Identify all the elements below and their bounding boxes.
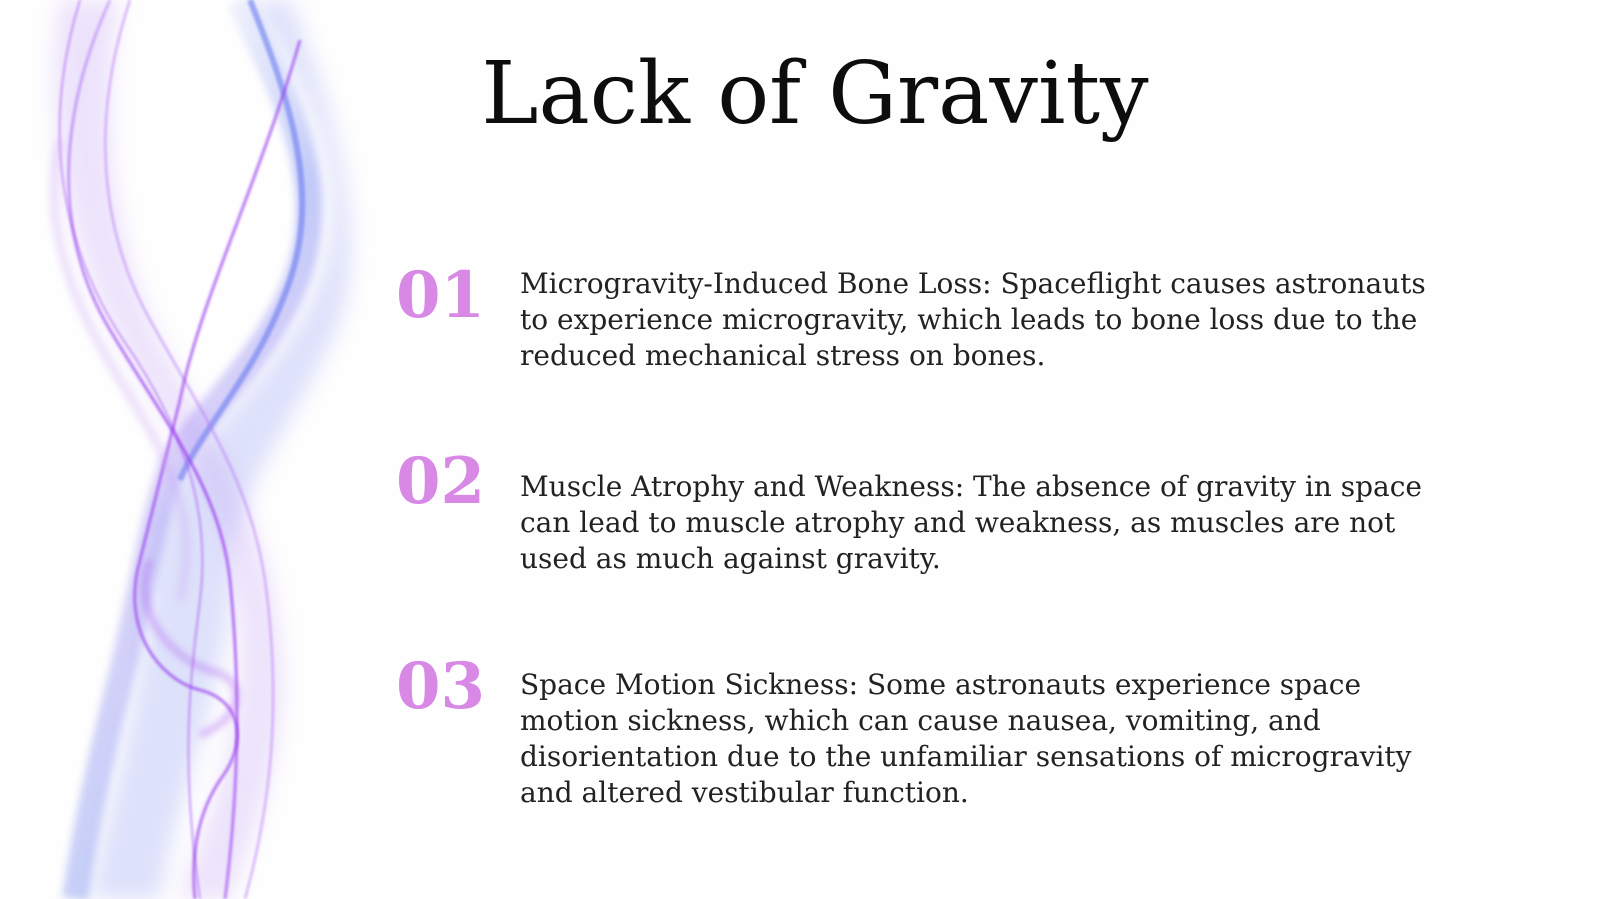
item-number: 02 (396, 444, 486, 519)
item-number: 03 (396, 649, 486, 724)
item-text: Space Motion Sickness: Some astronauts experience space motion sickness, which can cause nausea, vomiting, and disorientation due to the unfamiliar sensations of microgravity and altered vestibular function. (520, 668, 1412, 809)
item-text: Microgravity-Induced Bone Loss: Spaceflight causes astronauts to experience microgravity, which leads to bone loss due to the reduced mechanical stress on bones. (520, 267, 1426, 372)
item-number: 01 (396, 258, 486, 333)
slide-title: Lack of Gravity (481, 44, 1149, 144)
item-text: Muscle Atrophy and Weakness: The absence of gravity in space can lead to muscle atrophy and weakness, as muscles are not used as much against gravity. (520, 470, 1422, 575)
